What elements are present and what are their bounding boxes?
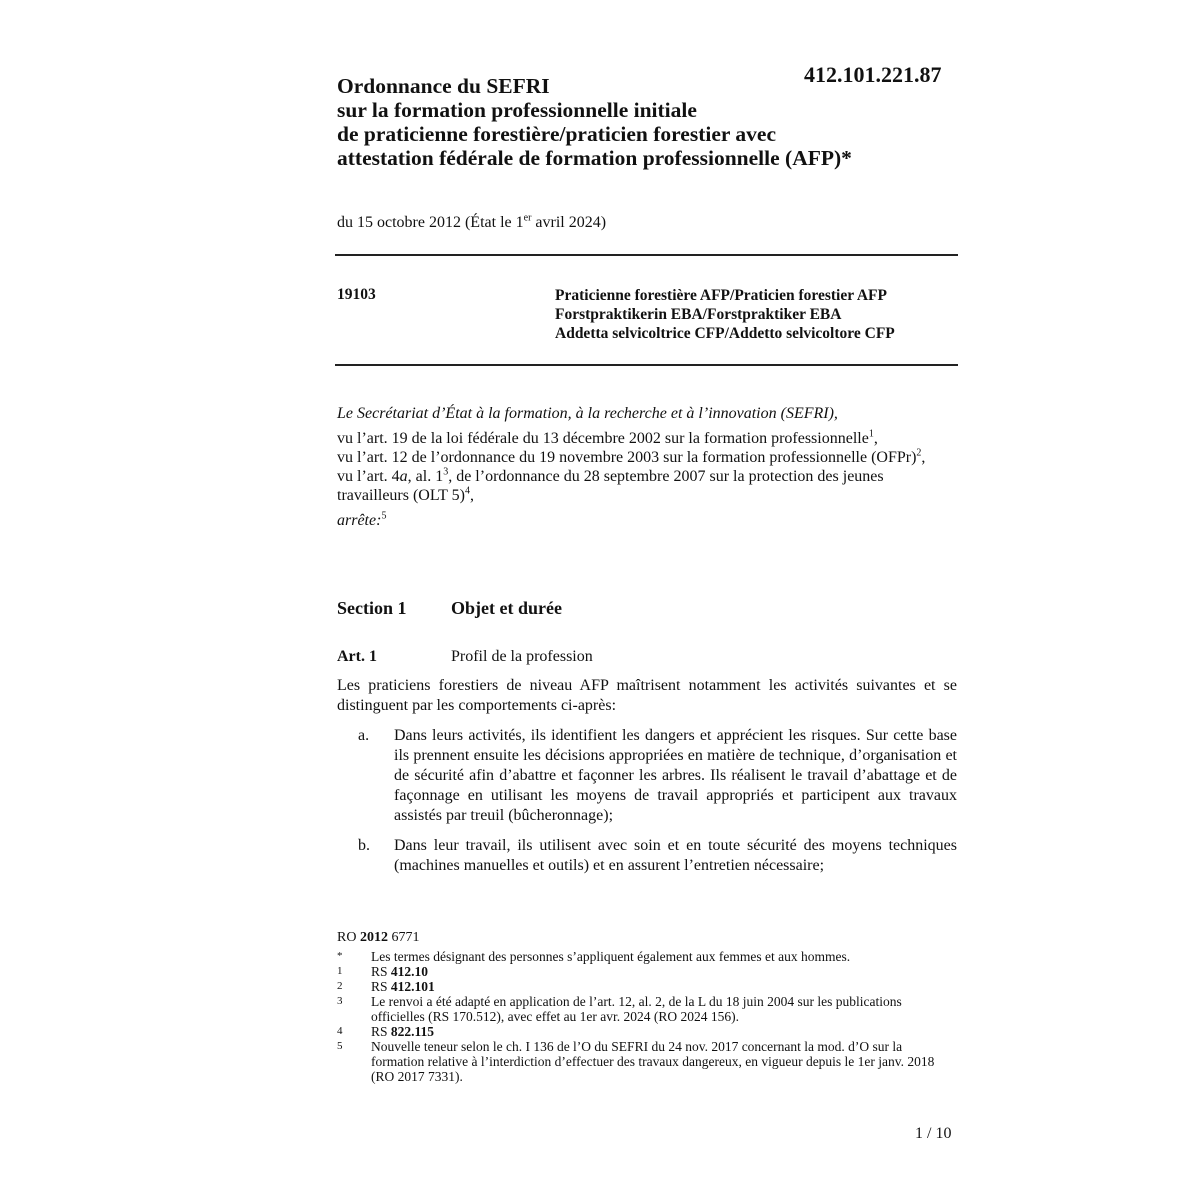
footnote: * Les termes désignant des personnes s’appliquent également aux femmes et aux hommes. — [337, 949, 851, 964]
list-item-label: b. — [358, 837, 370, 854]
title-line: attestation fédérale de formation professionnelle (AFP)* — [337, 146, 852, 170]
title-line: Ordonnance du SEFRI — [337, 74, 550, 98]
article-intro: Les praticiens forestiers de niveau AFP maîtrisent notamment les activités suivantes et se distinguent par les comportements ci-après: — [337, 677, 957, 714]
document-date: du 15 octobre 2012 (État le 1er avril 2024) — [337, 212, 607, 231]
page-number: 1 / 10 — [915, 1125, 952, 1142]
preamble-decree: arrête:$^5$ — [337, 510, 387, 529]
article-title: Profil de la profession — [451, 648, 593, 665]
profession-names — [555, 286, 895, 343]
footnote: 5 Nouvelle teneur selon le ch. I 136 de l’O du SEFRI du 24 nov. 2017 concernant la mod. d’O sur la formation relative à l’interdiction d’effectuer des travaux dangereux, en vigueur depuis le 1er janv. 2018 (RO 2017 7331). — [337, 1039, 935, 1084]
profession-name: Addetta selvicoltrice CFP/Addetto selvicoltore CFP — [555, 325, 895, 342]
list-item-label: a. — [358, 727, 370, 744]
profession-name: Praticienne forestière AFP/Praticien forestier AFP — [555, 287, 887, 304]
divider-bottom — [335, 364, 958, 366]
footnotes — [337, 949, 947, 1084]
list-item — [337, 726, 957, 826]
list-item — [337, 836, 957, 876]
footnote: 1 RS 412.10 — [337, 964, 429, 979]
sr-number: 412.101.221.87 — [804, 62, 942, 87]
title-line: sur la formation professionnelle initiale — [337, 98, 697, 122]
section-label: Section 1 — [337, 598, 407, 618]
footnote: 4 RS 822.115 — [337, 1024, 435, 1039]
list-item-text: Dans leur travail, ils utilisent avec soin et en toute sécurité des moyens techniques (machines manuelles et outils) et en assurent l’entretien nécessaire; — [394, 837, 957, 874]
article-body — [337, 676, 957, 876]
article-label: Art. 1 — [337, 648, 377, 665]
title-line: de praticienne forestière/praticien forestier avec — [337, 122, 777, 146]
divider-top — [335, 254, 958, 256]
preamble-basis-3: vu l’art. 4a, al. $1^3$, de l’ordonnance du 28 septembre 2007 sur la protection des jeunes travailleurs (OLT 5)$^4$, — [337, 466, 884, 504]
footnote: 3 Le renvoi a été adapté en application de l’art. 12, al. 2, de la L du 18 juin 2004 sur les publications officielles (RS 170.512), avec effet au 1er avr. 2024 (RO 2024 156). — [337, 994, 902, 1024]
document-title — [337, 74, 977, 170]
preamble-basis-2: vu l’art. 12 de l’ordonnance du 19 novembre 2003 sur la formation professionnelle (OFPr)$^2$, — [337, 447, 926, 466]
profession-name: Forstpraktikerin EBA/Forstpraktiker EBA — [555, 306, 842, 323]
preamble — [337, 404, 957, 530]
footnote: 2 RS 412.101 — [337, 979, 435, 994]
article-heading — [337, 648, 957, 666]
list-item-text: Dans leurs activités, ils identifient les dangers et apprécient les risques. Sur cette base ils prennent ensuite les décisions appropriées en matière de technique, d’organisation et de sécurité afin d’abattre et façonner les arbres. Ils réalisent le travail d’abattage et de façonnage en utilisant les moyens de travail appropriés et participent aux travaux assistés par treuil (bûcheronnage); — [394, 727, 957, 824]
ro-reference: RO 2012 6771 — [337, 930, 420, 945]
section-title: Objet et durée — [451, 598, 562, 618]
section-heading — [337, 598, 562, 619]
preamble-authority: Le Secrétariat d’État à la formation, à la recherche et à l’innovation (SEFRI), — [337, 405, 838, 422]
profession-code: 19103 — [337, 286, 376, 303]
preamble-basis-1: vu l’art. 19 de la loi fédérale du 13 décembre 2002 sur la formation professionnelle$^1$, — [337, 428, 878, 447]
